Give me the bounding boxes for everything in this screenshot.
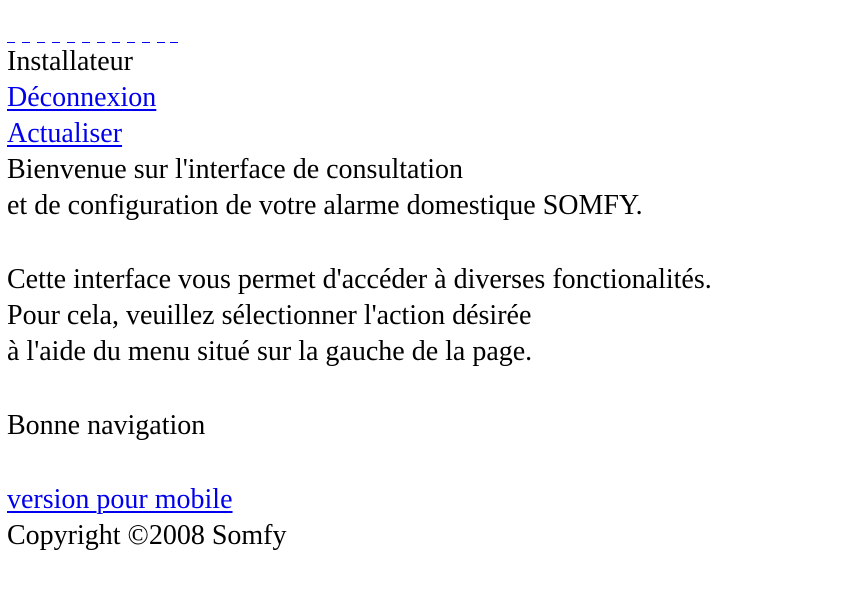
top-menu-link-5[interactable] bbox=[67, 22, 75, 43]
paragraph-spacer bbox=[7, 224, 846, 262]
welcome-text-line-3: Cette interface vous permet d'accéder à diverses fonctionalités. bbox=[7, 264, 712, 295]
top-menu-link-6[interactable] bbox=[82, 22, 90, 43]
logout-link[interactable]: Déconnexion bbox=[7, 82, 157, 113]
welcome-text-line-1: Bienvenue sur l'interface de consultation bbox=[7, 154, 463, 185]
top-menu-link-4[interactable] bbox=[52, 22, 60, 43]
top-menu-link-12[interactable] bbox=[170, 22, 178, 43]
top-menu-link-11[interactable] bbox=[157, 22, 165, 43]
mobile-version-link[interactable]: version pour mobile bbox=[7, 484, 233, 515]
copyright-text: Copyright ©2008 Somfy bbox=[7, 520, 287, 551]
welcome-text-closing: Bonne navigation bbox=[7, 410, 206, 441]
top-menu-link-2[interactable] bbox=[22, 22, 30, 43]
paragraph-spacer bbox=[7, 370, 846, 408]
top-menu-link-3[interactable] bbox=[37, 22, 45, 43]
top-menu-link-7[interactable] bbox=[97, 22, 105, 43]
top-menu-link-10[interactable] bbox=[142, 22, 150, 43]
top-menu-link-8[interactable] bbox=[112, 22, 120, 43]
welcome-text-line-2: et de configuration de votre alarme domestique SOMFY. bbox=[7, 190, 643, 221]
top-menu-link-1[interactable] bbox=[7, 22, 15, 43]
user-role-label: Installateur bbox=[7, 46, 133, 77]
top-menu-link-9[interactable] bbox=[127, 22, 135, 43]
page-content bbox=[7, 22, 846, 554]
top-menu-link-row bbox=[7, 22, 846, 44]
paragraph-spacer bbox=[7, 444, 846, 482]
refresh-link[interactable]: Actualiser bbox=[7, 118, 123, 149]
welcome-text-line-5: à l'aide du menu situé sur la gauche de la page. bbox=[7, 336, 533, 367]
welcome-text-line-4: Pour cela, veuillez sélectionner l'action désirée bbox=[7, 300, 532, 331]
